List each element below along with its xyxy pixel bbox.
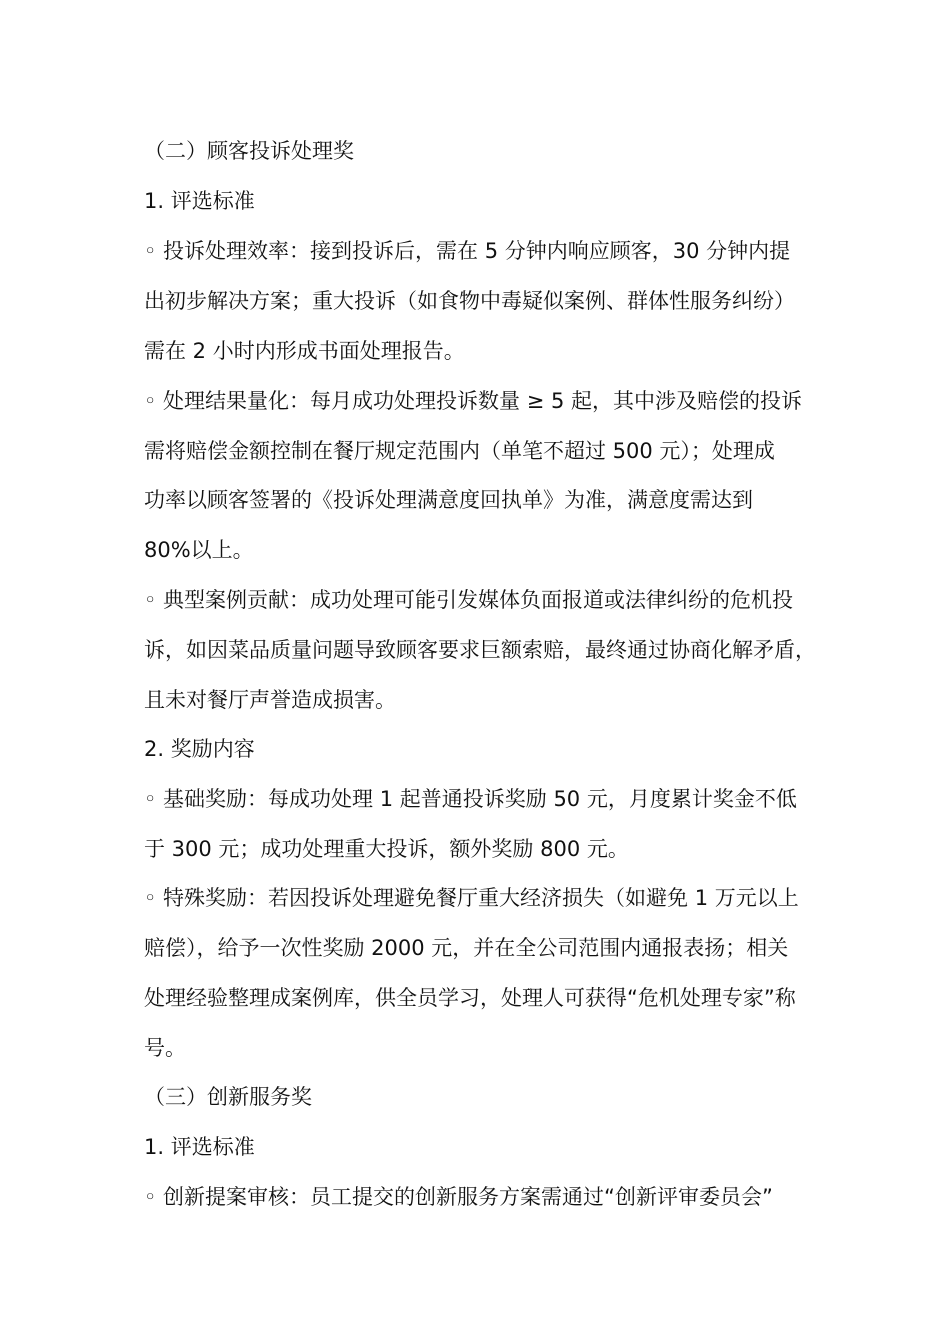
paragraph-line: 处理经验整理成案例库，供全员学习，处理人可获得“危机处理专家”称: [144, 986, 796, 1010]
paragraph-line: 诉，如因菜品质量问题导致顾客要求巨额索赔，最终通过协商化解矛盾，: [144, 638, 816, 662]
section-heading-innovation-award: （三）创新服务奖: [144, 1085, 312, 1109]
subheading-selection-criteria: 1. 评选标准: [144, 189, 255, 213]
paragraph-line: ◦ 典型案例贡献：成功处理可能引发媒体负面报道或法律纠纷的危机投: [144, 588, 794, 612]
paragraph-line: ◦ 投诉处理效率：接到投诉后，需在 5 分钟内响应顾客，30 分钟内提: [144, 239, 791, 263]
paragraph-line: 功率以顾客签署的《投诉处理满意度回执单》为准，满意度需达到: [144, 488, 753, 512]
paragraph-line: 于 300 元；成功处理重大投诉，额外奖励 800 元。: [144, 837, 629, 861]
paragraph-line: 号。: [144, 1036, 186, 1060]
paragraph-line: ◦ 处理结果量化：每月成功处理投诉数量 ≥ 5 起，其中涉及赔偿的投诉: [144, 389, 803, 413]
section-heading-complaint-award: （二）顾客投诉处理奖: [144, 139, 354, 163]
paragraph-line: ◦ 创新提案审核：员工提交的创新服务方案需通过“创新评审委员会”: [144, 1185, 773, 1209]
paragraph-line: ◦ 基础奖励：每成功处理 1 起普通投诉奖励 50 元，月度累计奖金不低: [144, 787, 797, 811]
paragraph-line: ◦ 特殊奖励：若因投诉处理避免餐厅重大经济损失（如避免 1 万元以上: [144, 886, 799, 910]
subheading-reward-content: 2. 奖励内容: [144, 737, 255, 761]
paragraph-line: 需将赔偿金额控制在餐厅规定范围内（单笔不超过 500 元）；处理成: [144, 439, 775, 463]
paragraph-line: 赔偿），给予一次性奖励 2000 元，并在全公司范围内通报表扬；相关: [144, 936, 789, 960]
paragraph-line: 出初步解决方案；重大投诉（如食物中毒疑似案例、群体性服务纠纷）: [144, 289, 795, 313]
paragraph-line: 80%以上。: [144, 538, 254, 562]
paragraph-line: 需在 2 小时内形成书面处理报告。: [144, 339, 465, 363]
paragraph-line: 且未对餐厅声誉造成损害。: [144, 688, 396, 712]
subheading-selection-criteria: 1. 评选标准: [144, 1135, 255, 1159]
